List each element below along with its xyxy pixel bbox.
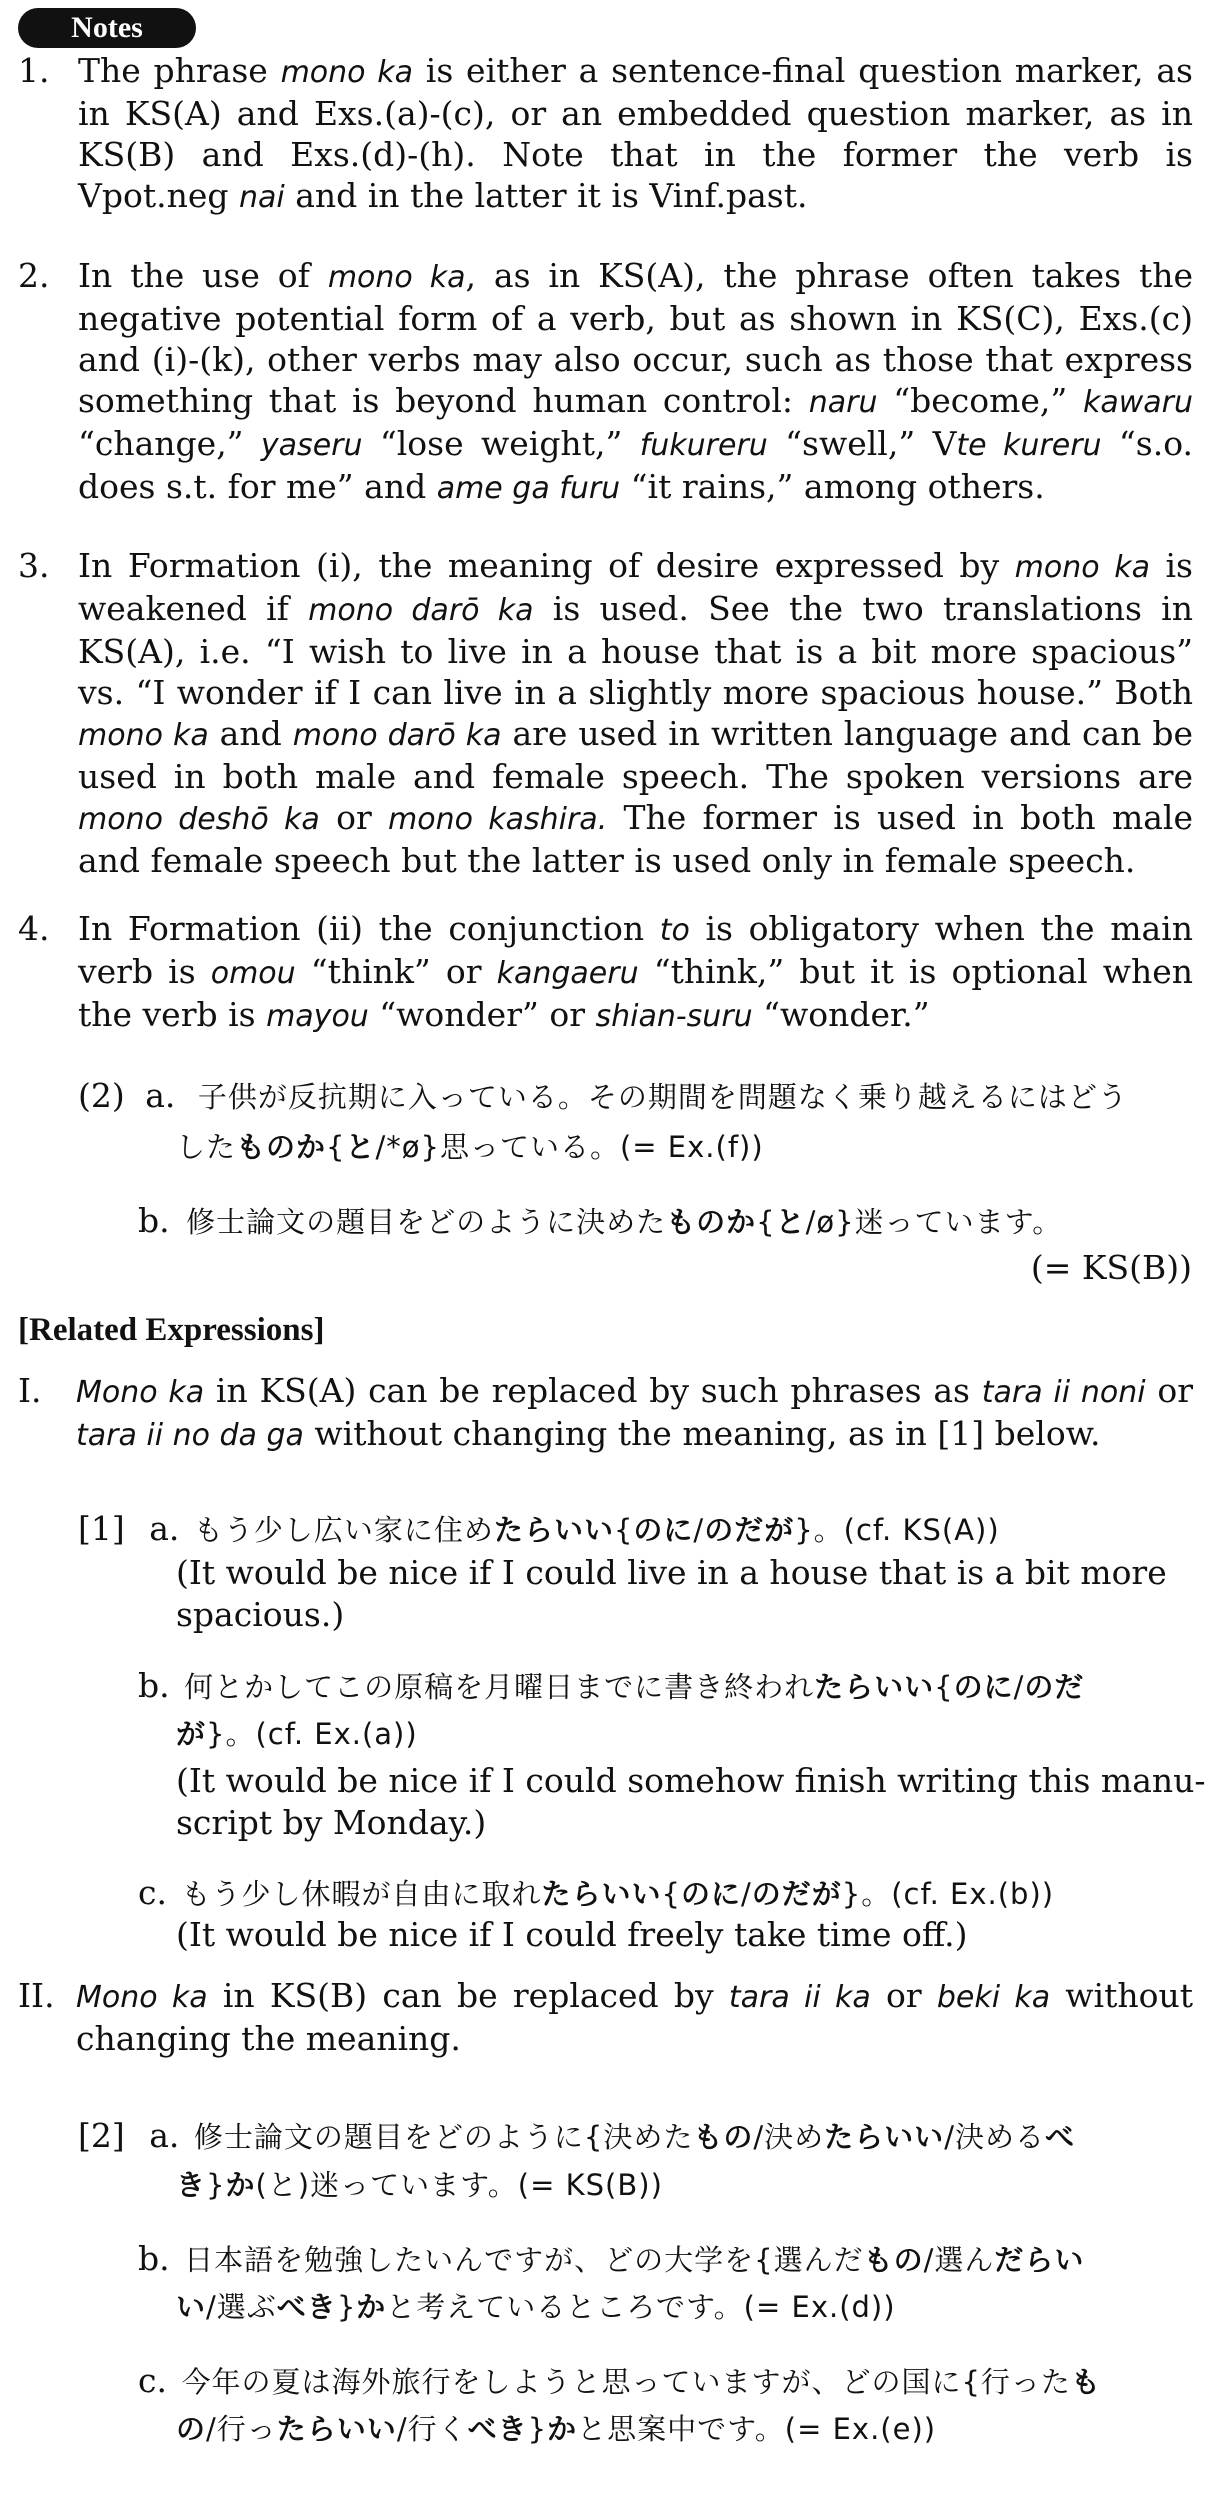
note-text: In the use of mono ka, as in KS(A), the phrase often takes the negative potential form of a verb, but as shown in KS(C), Exs.(c) and (i)-(k), other verbs may also occur, such as those that express something that is beyond human control: naru “become,” kawaru “change,” yaseru “lose weight,” fukureru “swell,” Vte kureru “s.o. does s.t. for me” and ame ga furu “it rains,” among others. — [78, 256, 1193, 506]
example-2-related-c-line-2: の/行ったらいい/行くべき}かと思案中です。(= Ex.(e)) — [176, 2412, 937, 2446]
related-section-1 — [18, 1370, 1193, 1456]
example-1c-translation: (It would be nice if I could freely take time off.) — [176, 1915, 968, 1954]
note-4 — [18, 908, 1193, 1037]
example-2a-line-2: したものか{と/*ø}思っている。(= Ex.(f)) — [176, 1130, 764, 1164]
example-1a-translation-1: (It would be nice if I could live in a house that is a bit more — [176, 1553, 1167, 1592]
section-number: II. — [18, 1976, 55, 2015]
example-1a-translation-2: spacious.) — [176, 1595, 345, 1634]
note-text: In Formation (ii) the conjunction to is obligatory when the main verb is omou “think” or kangaeru “think,” but it is optional when the verb is mayou “wonder” or shian-suru “wonder.” — [78, 909, 1194, 1034]
example-2b: b. 修士論文の題目をどのように決めたものか{と/ø}迷っています。 — [138, 1201, 1063, 1240]
related-expressions-heading: [Related Expressions] — [18, 1312, 325, 1348]
note-text: The phrase mono ka is either a sentence-final question marker, as in KS(A) and Exs.(a)-(c), or an embedded question marker, as in KS(B) and Exs.(d)-(h). Note that in the former the verb is Vpot.neg nai and in the latter it is Vinf.past. — [78, 51, 1193, 215]
example-1b-translation-1: (It would be nice if I could somehow finish writing this manu- — [176, 1761, 1206, 1800]
example-1a: [1] a. もう少し広い家に住めたらいい{のに/のだが}。(cf. KS(A)) — [78, 1509, 1000, 1548]
example-2-related-b-line-1: b. 日本語を勉強したいんですが、どの大学を{選んだもの/選んだらい — [138, 2239, 1085, 2278]
note-number: 2. — [18, 256, 50, 295]
note-text: In Formation (i), the meaning of desire expressed by mono ka is weakened if mono darō ka is used. See the two translations in KS(A), i.e. “I wish to live in a house that is a bit more spacious” vs. “I wonder if I can live in a slightly more spacious house.” Both mono ka and mono darō ka are used in written language and can be used in both male and female speech. The spoken versions are mono deshō ka or mono kashira. The former is used in both male and female speech but the latter is used only in female speech. — [78, 546, 1193, 880]
example-1b-line-2: が}。(cf. Ex.(a)) — [176, 1717, 418, 1751]
section-number: I. — [18, 1371, 42, 1410]
example-1b-line-1: b. 何とかしてこの原稿を月曜日までに書き終われたらいい{のに/のだ — [138, 1666, 1085, 1705]
example-2-related-b-line-2: い/選ぶべき}かと考えているところです。(= Ex.(d)) — [176, 2290, 896, 2324]
section-text: Mono ka in KS(A) can be replaced by such phrases as tara ii noni or tara ii no da ga without changing the meaning, as in [1] below. — [76, 1371, 1194, 1453]
notes-badge: Notes — [18, 8, 196, 48]
example-2-related-c-line-1: c. 今年の夏は海外旅行をしようと思っていますが、どの国に{行ったも — [138, 2361, 1101, 2400]
example-2-related-a-line-2: き}か(と)迷っています。(= KS(B)) — [176, 2168, 663, 2202]
note-number: 3. — [18, 546, 50, 585]
section-text: Mono ka in KS(B) can be replaced by tara ii ka or beki ka without changing the meaning. — [76, 1976, 1193, 2058]
note-2 — [18, 255, 1193, 509]
related-section-2 — [18, 1975, 1193, 2059]
example-2-related-a-line-1: [2] a. 修士論文の題目をどのように{決めたもの/決めたらいい/決めるべ — [78, 2116, 1075, 2155]
example-1b-translation-2: script by Monday.) — [176, 1803, 487, 1842]
note-3 — [18, 545, 1193, 881]
note-number: 1. — [18, 51, 50, 90]
example-2b-ref: (= KS(B)) — [1030, 1248, 1192, 1287]
example-1c: c. もう少し休暇が自由に取れたらいい{のに/のだが}。(cf. Ex.(b)) — [138, 1873, 1055, 1912]
note-1 — [18, 50, 1193, 218]
note-number: 4. — [18, 909, 50, 948]
example-2a-line-1: (2) a. 子供が反抗期に入っている。その期間を問題なく乗り越えるにはどう — [78, 1076, 1128, 1115]
